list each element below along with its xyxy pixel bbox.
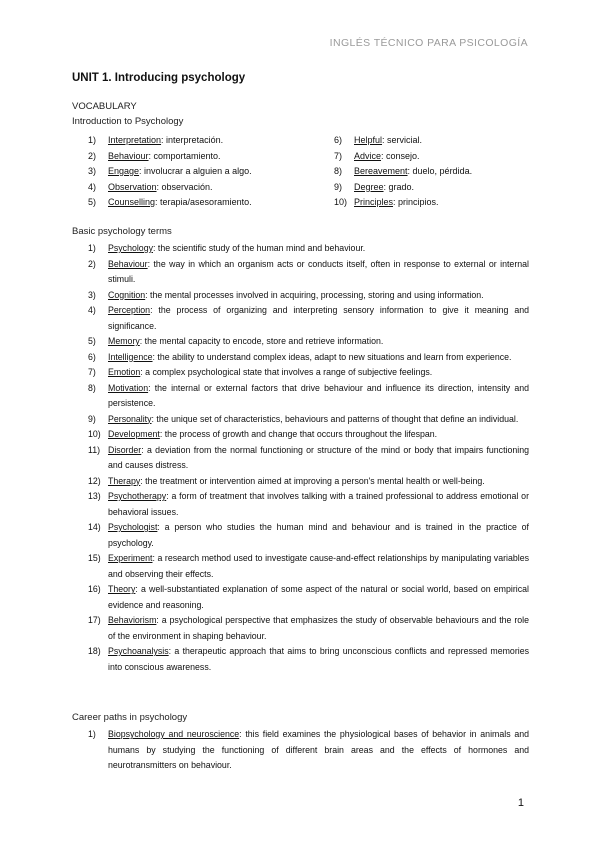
list-item: 7) Emotion: a complex psychological state that involves a range of subjective feelings. (88, 367, 433, 377)
career-paths-list (88, 727, 529, 774)
list-item: 10) Development: the process of growth and change that occurs throughout the lifespan. (88, 429, 438, 439)
vocab-item: 6) Helpful: servicial. (334, 135, 423, 145)
vocab-item: 8) Bereavement: duelo, pérdida. (334, 166, 473, 176)
vocab-item: 2) Behaviour: comportamiento. (88, 150, 221, 161)
list-item: 9) Personality: the unique set of characteristics, behaviours and patterns of thought that define an individual. (88, 413, 519, 424)
vocab-column-right (334, 133, 472, 211)
list-item: 1) Biopsychology and neuroscience: this field examines the physiological bases of behavior in animals and humans by studying the functioning of different brain areas and the effects of hormones and neurotransmitters on behaviour. (88, 729, 529, 770)
intro-heading: Introduction to Psychology (72, 116, 184, 127)
page-number: 1 (517, 797, 524, 809)
list-item: 4) Perception: the process of organizing and interpreting sensory information to give it meaning and significance. (88, 305, 529, 331)
list-item: 2) Behaviour: the way in which an organism acts or conducts itself, often in response to external or internal stimuli. (88, 258, 529, 284)
vocab-item: 10) Principles: principios. (334, 197, 439, 207)
basic-terms-heading: Basic psychology terms (72, 226, 172, 237)
list-item: 6) Intelligence: the ability to understand complex ideas, adapt to new situations and learn from experience. (88, 351, 512, 362)
list-item: 11) Disorder: a deviation from the normal functioning or structure of the mind or body that impairs functioning and causes distress. (88, 444, 529, 470)
vocab-item: 5) Counselling: terapia/asesoramiento. (88, 197, 252, 207)
basic-terms-list (88, 241, 529, 675)
unit-title: UNIT 1. Introducing psychology (72, 72, 246, 84)
career-paths-heading: Career paths in psychology (72, 712, 188, 723)
list-item: 17) Behaviorism: a psychological perspective that emphasizes the study of observable behaviours and the role of the environment in shaping behaviour. (88, 615, 529, 641)
list-item: 16) Theory: a well-substantiated explanation of some aspect of the natural or social world, based on empirical evidence and reasoning. (88, 584, 529, 610)
vocab-item: 7) Advice: consejo. (334, 150, 420, 161)
list-item: 1) Psychology: the scientific study of the human mind and behaviour. (88, 243, 366, 253)
list-item: 18) Psychoanalysis: a therapeutic approach that aims to bring unconscious conflicts and repressed memories into conscious awareness. (88, 646, 529, 672)
list-item: 15) Experiment: a research method used to investigate cause-and-effect relationships by manipulating variables and observing their effects. (88, 553, 529, 579)
list-item: 14) Psychologist: a person who studies the human mind and behaviour and is trained in the practice of psychology. (88, 522, 529, 548)
list-item: 12) Therapy: the treatment or intervention aimed at improving a person's mental health or well-being. (88, 475, 485, 486)
list-item: 5) Memory: the mental capacity to encode, store and retrieve information. (88, 336, 384, 346)
list-item: 13) Psychotherapy: a form of treatment that involves talking with a trained professional to address emotional or behavioral issues. (88, 491, 529, 517)
list-item: 8) Motivation: the internal or external factors that drive behaviour and influence its direction, intensity and persistence. (88, 382, 529, 408)
vocab-item: 4) Observation: observación. (88, 181, 213, 192)
vocab-item: 9) Degree: grado. (334, 181, 415, 192)
running-header: INGLÉS TÉCNICO PARA PSICOLOGÍA (329, 37, 528, 49)
vocabulary-label: VOCABULARY (72, 101, 137, 112)
list-item: 3) Cognition: the mental processes involved in acquiring, processing, storing and using information. (88, 289, 484, 300)
vocab-column-left (88, 133, 252, 211)
vocab-item: 1) Interpretation: interpretación. (88, 135, 224, 145)
vocab-item: 3) Engage: involucrar a alguien a algo. (88, 166, 252, 176)
